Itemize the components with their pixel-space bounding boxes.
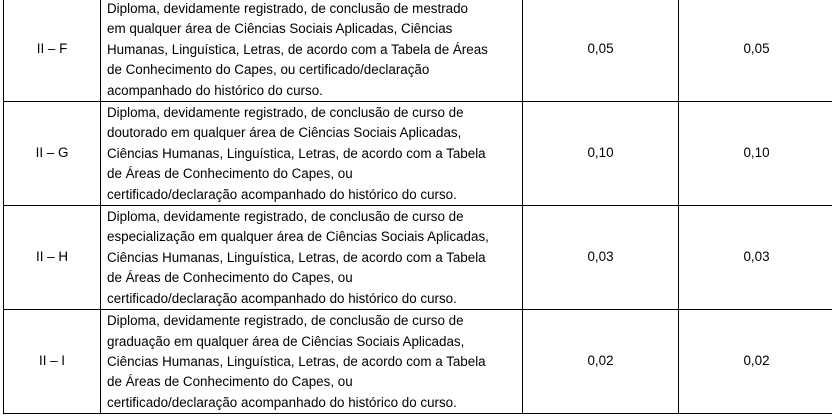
item-code: II – H xyxy=(4,206,101,310)
description-line: Diploma, devidamente registrado, de conclusão de curso de xyxy=(107,209,464,225)
description-line: Humanas, Linguística, Letras, de acordo com a Tabela de Áreas xyxy=(107,41,488,57)
description-line: Diploma, devidamente registrado, de conclusão de curso de xyxy=(107,313,464,329)
description-line: certificado/declaração acompanhado do histórico do curso. xyxy=(107,290,457,306)
description-line: doutorado em qualquer área de Ciências Sociais Aplicadas, xyxy=(107,125,462,141)
item-description xyxy=(101,0,523,102)
table-row xyxy=(4,310,832,414)
max-points-value: 0,03 xyxy=(679,206,832,310)
points-value: 0,05 xyxy=(523,0,679,102)
description-line: certificado/declaração acompanhado do histórico do curso. xyxy=(107,186,457,202)
max-points-value: 0,05 xyxy=(679,0,832,102)
description-line: em qualquer área de Ciências Sociais Aplicadas, Ciências xyxy=(107,21,453,37)
description-line: acompanhado do histórico do curso. xyxy=(107,82,323,98)
max-points-value: 0,02 xyxy=(679,310,832,414)
points-value: 0,02 xyxy=(523,310,679,414)
criteria-table xyxy=(3,0,832,414)
description-line: graduação em qualquer área de Ciências Sociais Aplicadas, xyxy=(107,333,465,349)
item-description xyxy=(101,310,523,414)
points-value: 0,10 xyxy=(523,102,679,206)
points-value: 0,03 xyxy=(523,206,679,310)
item-code: II – I xyxy=(4,310,101,414)
description-line: de Áreas de Conhecimento do Capes, ou xyxy=(107,166,353,182)
description-line: de Áreas de Conhecimento do Capes, ou xyxy=(107,374,353,390)
description-line: Diploma, devidamente registrado, de conclusão de curso de xyxy=(107,105,464,121)
table-row xyxy=(4,206,832,310)
item-code: II – G xyxy=(4,102,101,206)
table-row xyxy=(4,0,832,102)
description-line: Ciências Humanas, Linguística, Letras, de acordo com a Tabela xyxy=(107,145,486,161)
max-points-value: 0,10 xyxy=(679,102,832,206)
description-line: de Áreas de Conhecimento do Capes, ou xyxy=(107,270,353,286)
table-row xyxy=(4,102,832,206)
description-line: certificado/declaração acompanhado do histórico do curso. xyxy=(107,394,457,410)
description-line: Ciências Humanas, Linguística, Letras, de acordo com a Tabela xyxy=(107,353,486,369)
description-line: especialização em qualquer área de Ciências Sociais Aplicadas, xyxy=(107,229,489,245)
description-line: Ciências Humanas, Linguística, Letras, de acordo com a Tabela xyxy=(107,249,486,265)
item-description xyxy=(101,206,523,310)
description-line: de Conhecimento do Capes, ou certificado/declaração xyxy=(107,62,430,78)
description-line: Diploma, devidamente registrado, de conclusão de mestrado xyxy=(107,1,469,16)
item-description xyxy=(101,102,523,206)
item-code: II – F xyxy=(4,0,101,102)
